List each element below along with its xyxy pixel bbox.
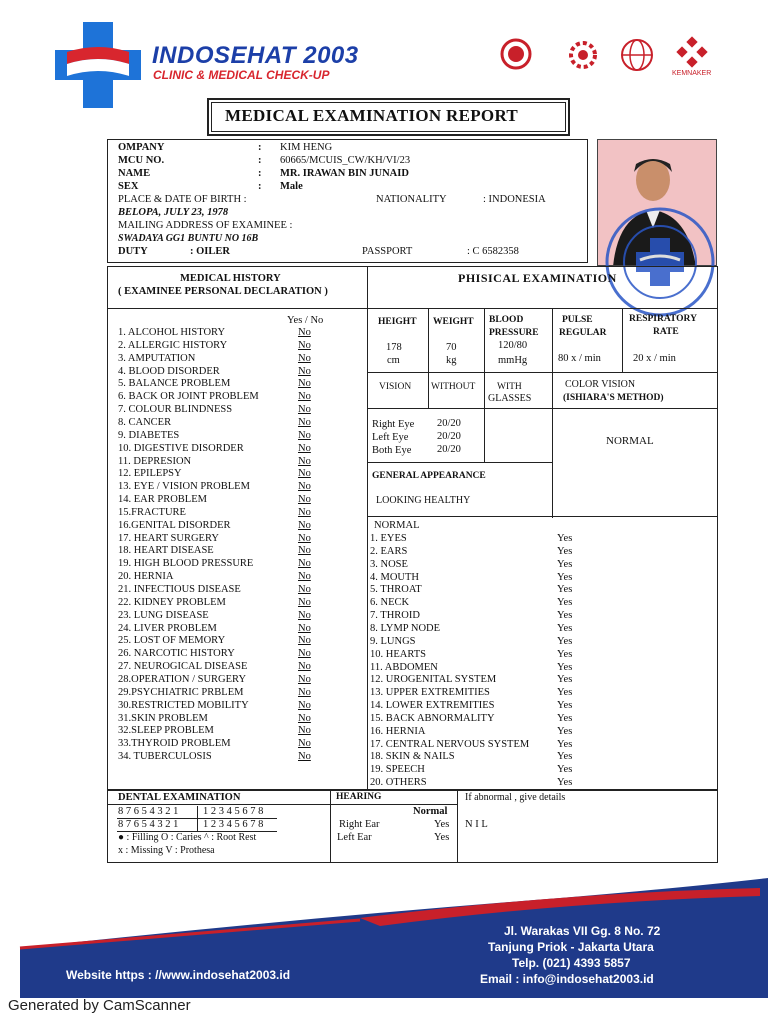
history-item-label: 6. BACK OR JOINT PROBLEM bbox=[118, 391, 259, 403]
history-item bbox=[118, 623, 323, 634]
history-item-answer: No bbox=[298, 584, 311, 595]
physical-title: PHISICAL EXAMINATION bbox=[458, 271, 617, 285]
color-vision-value: NORMAL bbox=[606, 435, 654, 447]
both-eye-value: 20/20 bbox=[437, 444, 461, 455]
exam-item-label: 13. UPPER EXTREMITIES bbox=[370, 687, 490, 699]
history-subtitle: ( EXAMINEE PERSONAL DECLARATION ) bbox=[118, 286, 328, 297]
history-item bbox=[118, 494, 323, 505]
exam-item-label: 18. SKIN & NAILS bbox=[370, 751, 455, 763]
exam-item bbox=[370, 623, 590, 634]
vitals-col-3 bbox=[552, 308, 553, 518]
resp-label-2: RATE bbox=[653, 327, 679, 337]
exam-item-label: 7. THROID bbox=[370, 610, 420, 622]
msr-cert-icon bbox=[496, 36, 536, 76]
name-label: NAME bbox=[118, 168, 151, 179]
height-unit: cm bbox=[387, 355, 400, 366]
website-link[interactable]: Website https : //www.indosehat2003.id bbox=[66, 968, 291, 982]
brand-name: INDOSEHAT 2003 bbox=[152, 42, 359, 69]
history-item-label: 29.PSYCHIATRIC PRBLEM bbox=[118, 686, 244, 698]
history-item-label: 22. KIDNEY PROBLEM bbox=[118, 596, 226, 608]
birth-value: BELOPA, JULY 23, 1978 bbox=[118, 207, 229, 218]
hearing-header-line bbox=[330, 804, 457, 805]
history-item bbox=[118, 456, 323, 467]
vision-label: VISION bbox=[379, 382, 412, 392]
bp-label-2: PRESSURE bbox=[489, 328, 539, 338]
history-item bbox=[118, 558, 323, 569]
exam-item-answer: Yes bbox=[557, 751, 573, 763]
passport-label: PASSPORT bbox=[362, 246, 413, 257]
history-item-label: 16.GENITAL DISORDER bbox=[118, 519, 231, 531]
history-item bbox=[118, 378, 323, 389]
hearing-divider bbox=[457, 790, 458, 863]
exam-item bbox=[370, 610, 590, 621]
left-ear-value: Yes bbox=[434, 832, 450, 843]
history-item bbox=[118, 520, 323, 531]
vitals-bottom-line bbox=[367, 372, 718, 373]
kemnaker-cert-icon bbox=[676, 36, 708, 68]
history-item-label: 14. EAR PROBLEM bbox=[118, 494, 207, 506]
with-label-2: GLASSES bbox=[488, 393, 532, 404]
history-item-label: 21. INFECTIOUS DISEASE bbox=[118, 584, 241, 595]
right-ear-label: Right Ear bbox=[339, 819, 380, 830]
history-item-label: 3. AMPUTATION bbox=[118, 352, 196, 364]
history-item-answer: No bbox=[298, 481, 311, 493]
dental-legend-2: x : Missing V : Prothesa bbox=[118, 845, 215, 856]
exam-item-answer: Yes bbox=[557, 764, 573, 776]
teeth-row-1-left: 8 7 6 5 4 3 2 1 bbox=[118, 806, 179, 817]
history-item bbox=[118, 725, 323, 736]
vision-col-2 bbox=[484, 372, 485, 462]
history-item-label: 2. ALLERGIC HISTORY bbox=[118, 339, 228, 351]
abnormal-value: N I L bbox=[465, 819, 488, 830]
history-item bbox=[118, 635, 323, 646]
history-header-line bbox=[107, 308, 367, 309]
history-item bbox=[118, 430, 323, 441]
history-item-label: 10. DIGESTIVE DISORDER bbox=[118, 442, 244, 454]
history-item-answer: No bbox=[298, 494, 311, 506]
exam-item-answer: Yes bbox=[557, 635, 573, 647]
exam-item bbox=[370, 687, 590, 698]
history-item-answer: No bbox=[298, 738, 311, 750]
name-value: MR. IRAWAN BIN JUNAID bbox=[280, 168, 409, 179]
history-item-label: 30.RESTRICTED MOBILITY bbox=[118, 699, 249, 711]
bp-value: 120/80 bbox=[498, 340, 528, 351]
dental-title: DENTAL EXAMINATION bbox=[118, 792, 241, 803]
history-item-label: 24. LIVER PROBLEM bbox=[118, 622, 217, 634]
exam-item-answer: Yes bbox=[557, 687, 573, 699]
history-item-answer: No bbox=[298, 378, 311, 390]
history-item-answer: No bbox=[298, 712, 311, 724]
general-appearance-value: LOOKING HEALTHY bbox=[376, 495, 471, 506]
history-divider bbox=[367, 266, 368, 790]
teeth-divider bbox=[197, 806, 198, 832]
exam-item bbox=[370, 559, 590, 570]
exam-item bbox=[370, 636, 590, 647]
exam-item bbox=[370, 572, 590, 583]
weight-label: WEIGHT bbox=[433, 317, 474, 327]
history-item-answer: No bbox=[298, 352, 311, 364]
resp-value: 20 x / min bbox=[633, 353, 676, 364]
history-item bbox=[118, 700, 323, 711]
history-item-answer: No bbox=[298, 751, 311, 763]
exam-item-label: 11. ABDOMEN bbox=[370, 661, 438, 673]
history-item bbox=[118, 751, 323, 762]
history-item bbox=[118, 661, 323, 672]
teeth-row-2-left: 8 7 6 5 4 3 2 1 bbox=[118, 819, 179, 830]
history-item bbox=[118, 340, 323, 351]
globe-cert-icon bbox=[618, 36, 656, 74]
exam-item-answer: Yes bbox=[557, 597, 573, 609]
history-item-answer: No bbox=[298, 442, 311, 454]
height-value: 178 bbox=[386, 342, 402, 353]
left-ear-label: Left Ear bbox=[337, 832, 372, 843]
vitals-col-2 bbox=[484, 308, 485, 372]
history-item bbox=[118, 481, 323, 492]
exam-item bbox=[370, 764, 590, 775]
teeth-row-1-right: 1 2 3 4 5 6 7 8 bbox=[203, 806, 264, 817]
exam-item-label: 19. SPEECH bbox=[370, 764, 425, 776]
height-label: HEIGHT bbox=[378, 317, 417, 327]
history-item bbox=[118, 687, 323, 698]
exam-item-answer: Yes bbox=[557, 648, 573, 660]
passport-value: : C 6582358 bbox=[467, 246, 519, 257]
exam-item bbox=[370, 713, 590, 724]
mcu-colon: : bbox=[258, 155, 262, 166]
history-item bbox=[118, 738, 323, 749]
exam-item-label: 1. EYES bbox=[370, 533, 407, 544]
company-colon: : bbox=[258, 142, 262, 153]
clinic-logo-icon bbox=[55, 22, 141, 108]
history-item-label: 7. COLOUR BLINDNESS bbox=[118, 404, 233, 416]
history-item bbox=[118, 366, 323, 377]
dental-legend-1: ● : Filling O : Caries ^ : Root Rest bbox=[118, 832, 257, 843]
left-eye-value: 20/20 bbox=[437, 431, 461, 442]
right-eye-label: Right Eye bbox=[372, 419, 415, 430]
history-item-answer: No bbox=[298, 455, 311, 467]
history-item-answer: No bbox=[298, 532, 311, 544]
exam-item bbox=[370, 584, 590, 595]
exam-item bbox=[370, 700, 590, 711]
history-item bbox=[118, 713, 323, 724]
history-item-label: 31.SKIN PROBLEM bbox=[118, 712, 208, 724]
exam-item-answer: Yes bbox=[557, 533, 573, 544]
history-item-label: 28.OPERATION / SURGERY bbox=[118, 673, 247, 685]
right-eye-value: 20/20 bbox=[437, 418, 461, 429]
history-item-label: 20. HERNIA bbox=[118, 571, 174, 583]
history-item bbox=[118, 610, 323, 621]
exam-item-label: 17. CENTRAL NERVOUS SYSTEM bbox=[370, 738, 530, 750]
history-item-answer: No bbox=[298, 609, 311, 621]
appearance-bottom-line bbox=[367, 516, 718, 517]
exam-item bbox=[370, 546, 590, 557]
history-item bbox=[118, 648, 323, 659]
history-item-answer: No bbox=[298, 673, 311, 685]
teeth-row-2-right: 1 2 3 4 5 6 7 8 bbox=[203, 819, 264, 830]
history-item-answer: No bbox=[298, 327, 311, 338]
brand-tagline: CLINIC & MEDICAL CHECK-UP bbox=[153, 68, 330, 82]
history-item-label: 19. HIGH BLOOD PRESSURE bbox=[118, 558, 254, 570]
history-item bbox=[118, 545, 323, 556]
history-item bbox=[118, 391, 323, 402]
history-item bbox=[118, 443, 323, 454]
duty-label: DUTY bbox=[118, 246, 148, 257]
abnormal-label: If abnormal , give details bbox=[465, 792, 566, 803]
with-label-1: WITH bbox=[497, 382, 522, 392]
address-line-1: Jl. Warakas VII Gg. 8 No. 72 bbox=[504, 924, 661, 938]
address-value: SWADAYA GG1 BUNTU NO 16B bbox=[118, 233, 259, 244]
history-item bbox=[118, 571, 323, 582]
history-item-answer: No bbox=[298, 571, 311, 583]
history-item-answer: No bbox=[298, 365, 311, 377]
history-item-answer: No bbox=[298, 545, 311, 557]
birth-label: PLACE & DATE OF BIRTH : bbox=[118, 194, 247, 205]
exam-item-answer: Yes bbox=[557, 558, 573, 570]
general-appearance-label: GENERAL APPEARANCE bbox=[372, 471, 486, 481]
weight-value: 70 bbox=[446, 342, 457, 353]
exam-item-label: 9. LUNGS bbox=[370, 635, 416, 647]
pulse-label-1: PULSE bbox=[562, 315, 593, 325]
history-item bbox=[118, 327, 323, 338]
right-ear-value: Yes bbox=[434, 819, 450, 830]
exam-item-answer: Yes bbox=[557, 725, 573, 737]
exam-item-answer: Yes bbox=[557, 610, 573, 622]
bp-label-1: BLOOD bbox=[489, 315, 524, 325]
history-item-answer: No bbox=[298, 416, 311, 428]
exam-item bbox=[370, 739, 590, 750]
history-item-answer: No bbox=[298, 558, 311, 570]
history-item-answer: No bbox=[298, 429, 311, 441]
scanner-watermark: Generated by CamScanner bbox=[8, 997, 191, 1014]
physical-header-line bbox=[367, 308, 718, 309]
exam-item bbox=[370, 777, 590, 788]
sex-value: Male bbox=[280, 181, 303, 192]
history-item bbox=[118, 353, 323, 364]
history-item-answer: No bbox=[298, 661, 311, 673]
exam-item-answer: Yes bbox=[557, 700, 573, 712]
normal-header: NORMAL bbox=[374, 520, 420, 531]
exam-item-label: 15. BACK ABNORMALITY bbox=[370, 712, 495, 724]
history-item-label: 33.THYROID PROBLEM bbox=[118, 738, 231, 750]
history-item bbox=[118, 404, 323, 415]
resp-label-1: RESPIRATORY bbox=[629, 314, 697, 324]
exam-item-answer: Yes bbox=[557, 777, 573, 789]
history-item-answer: No bbox=[298, 404, 311, 416]
bp-unit: mmHg bbox=[498, 355, 528, 366]
exam-item bbox=[370, 674, 590, 685]
exam-item-label: 10. HEARTS bbox=[370, 648, 426, 660]
mcu-label: MCU NO. bbox=[118, 155, 165, 166]
vitals-col-4 bbox=[622, 308, 623, 372]
exam-item-label: 2. EARS bbox=[370, 545, 408, 557]
pulse-label-2: REGULAR bbox=[559, 328, 607, 338]
nationality-label: NATIONALITY bbox=[376, 194, 447, 205]
history-item-label: 32.SLEEP PROBLEM bbox=[118, 725, 214, 737]
name-colon: : bbox=[258, 168, 262, 179]
history-item-answer: No bbox=[298, 519, 311, 531]
mcu-value: 60665/MCUIS_CW/KH/VI/23 bbox=[280, 155, 411, 166]
history-item-label: 13. EYE / VISION PROBLEM bbox=[118, 481, 250, 493]
exam-item-answer: Yes bbox=[557, 584, 573, 596]
history-item-answer: No bbox=[298, 506, 311, 518]
history-item-label: 27. NEUROGICAL DISEASE bbox=[118, 661, 248, 673]
history-item-label: 18. HEART DISEASE bbox=[118, 545, 214, 557]
history-item-answer: No bbox=[298, 468, 311, 480]
history-item-label: 11. DEPRESION bbox=[118, 455, 192, 467]
history-item-answer: No bbox=[298, 596, 311, 608]
exam-item bbox=[370, 662, 590, 673]
address-label: MAILING ADDRESS OF EXAMINEE : bbox=[118, 220, 293, 231]
hearing-title: HEARING bbox=[336, 792, 382, 802]
report-title: MEDICAL EXAMINATION REPORT bbox=[225, 106, 519, 125]
exam-item-label: 6. NECK bbox=[370, 597, 410, 609]
exam-item-label: 12. UROGENITAL SYSTEM bbox=[370, 674, 497, 686]
company-label: OMPANY bbox=[118, 142, 165, 153]
history-title: MEDICAL HISTORY bbox=[180, 273, 281, 284]
exam-item-answer: Yes bbox=[557, 712, 573, 724]
exam-item-answer: Yes bbox=[557, 571, 573, 583]
history-item-label: 8. CANCER bbox=[118, 416, 172, 428]
history-item-label: 12. EPILEPSY bbox=[118, 468, 182, 480]
history-item-answer: No bbox=[298, 648, 311, 660]
company-value: KIM HENG bbox=[280, 142, 333, 153]
exam-item bbox=[370, 597, 590, 608]
history-item bbox=[118, 507, 323, 518]
history-item-answer: No bbox=[298, 339, 311, 351]
exam-item-label: 3. NOSE bbox=[370, 558, 408, 570]
history-item-answer: No bbox=[298, 635, 311, 647]
sex-colon: : bbox=[258, 181, 262, 192]
left-eye-label: Left Eye bbox=[372, 432, 409, 443]
history-item-label: 4. BLOOD DISORDER bbox=[118, 365, 220, 377]
gear-cert-icon bbox=[566, 38, 600, 72]
history-item bbox=[118, 597, 323, 608]
weight-unit: kg bbox=[446, 355, 457, 366]
history-item bbox=[118, 533, 323, 544]
dental-divider bbox=[330, 790, 331, 863]
kemnaker-label: KEMNAKER bbox=[672, 70, 712, 77]
ishihara-label: (ISHIARA'S METHOD) bbox=[563, 393, 664, 403]
history-item bbox=[118, 468, 323, 479]
history-item bbox=[118, 674, 323, 685]
vision-header-line bbox=[367, 408, 718, 409]
pulse-value: 80 x / min bbox=[558, 353, 601, 364]
color-vision-label: COLOR VISION bbox=[565, 379, 636, 390]
vision-bottom-line bbox=[367, 462, 552, 463]
duty-value: : OILER bbox=[190, 246, 230, 257]
history-item-label: 1. ALCOHOL HISTORY bbox=[118, 327, 226, 338]
history-item-label: 5. BALANCE PROBLEM bbox=[118, 378, 231, 390]
vitals-col-1 bbox=[428, 308, 429, 372]
address-line-2: Tanjung Priok - Jakarta Utara bbox=[488, 940, 654, 954]
history-item-answer: No bbox=[298, 391, 311, 403]
exam-item-label: 14. LOWER EXTREMITIES bbox=[370, 700, 495, 712]
exam-item-label: 16. HERNIA bbox=[370, 725, 426, 737]
exam-item-answer: Yes bbox=[557, 661, 573, 673]
history-item-answer: No bbox=[298, 699, 311, 711]
history-item-label: 25. LOST OF MEMORY bbox=[118, 635, 226, 647]
vision-col-1 bbox=[428, 372, 429, 408]
history-item bbox=[118, 584, 323, 595]
hearing-normal-label: Normal bbox=[413, 806, 448, 817]
both-eye-label: Both Eye bbox=[372, 445, 412, 456]
history-item-label: 17. HEART SURGERY bbox=[118, 532, 219, 544]
history-item-label: 9. DIABETES bbox=[118, 429, 180, 441]
nationality-value: : INDONESIA bbox=[483, 194, 546, 205]
yes-no-header: Yes / No bbox=[287, 315, 324, 326]
exam-item bbox=[370, 649, 590, 660]
history-item-label: 26. NARCOTIC HISTORY bbox=[118, 648, 235, 660]
phone-line: Telp. (021) 4393 5857 bbox=[512, 956, 631, 970]
exam-item-label: 4. MOUTH bbox=[370, 571, 419, 583]
history-item bbox=[118, 417, 323, 428]
history-item-answer: No bbox=[298, 686, 311, 698]
exam-item-answer: Yes bbox=[557, 545, 573, 557]
exam-item bbox=[370, 726, 590, 737]
email-link[interactable]: Email : info@indosehat2003.id bbox=[480, 972, 654, 986]
sex-label: SEX bbox=[118, 181, 139, 192]
history-item-label: 23. LUNG DISEASE bbox=[118, 609, 209, 621]
exam-item-label: 8. LYMP NODE bbox=[370, 622, 441, 634]
exam-item-label: 20. OTHERS bbox=[370, 777, 427, 789]
exam-item bbox=[370, 751, 590, 762]
history-item-answer: No bbox=[298, 725, 311, 737]
exam-item-answer: Yes bbox=[557, 738, 573, 750]
exam-item-label: 5. THROAT bbox=[370, 584, 422, 596]
without-label: WITHOUT bbox=[431, 382, 476, 392]
history-item-label: 15.FRACTURE bbox=[118, 506, 186, 518]
exam-item bbox=[370, 533, 590, 544]
exam-item-answer: Yes bbox=[557, 674, 573, 686]
history-item-answer: No bbox=[298, 622, 311, 634]
history-item-label: 34. TUBERCULOSIS bbox=[118, 751, 212, 763]
exam-item-answer: Yes bbox=[557, 622, 573, 634]
